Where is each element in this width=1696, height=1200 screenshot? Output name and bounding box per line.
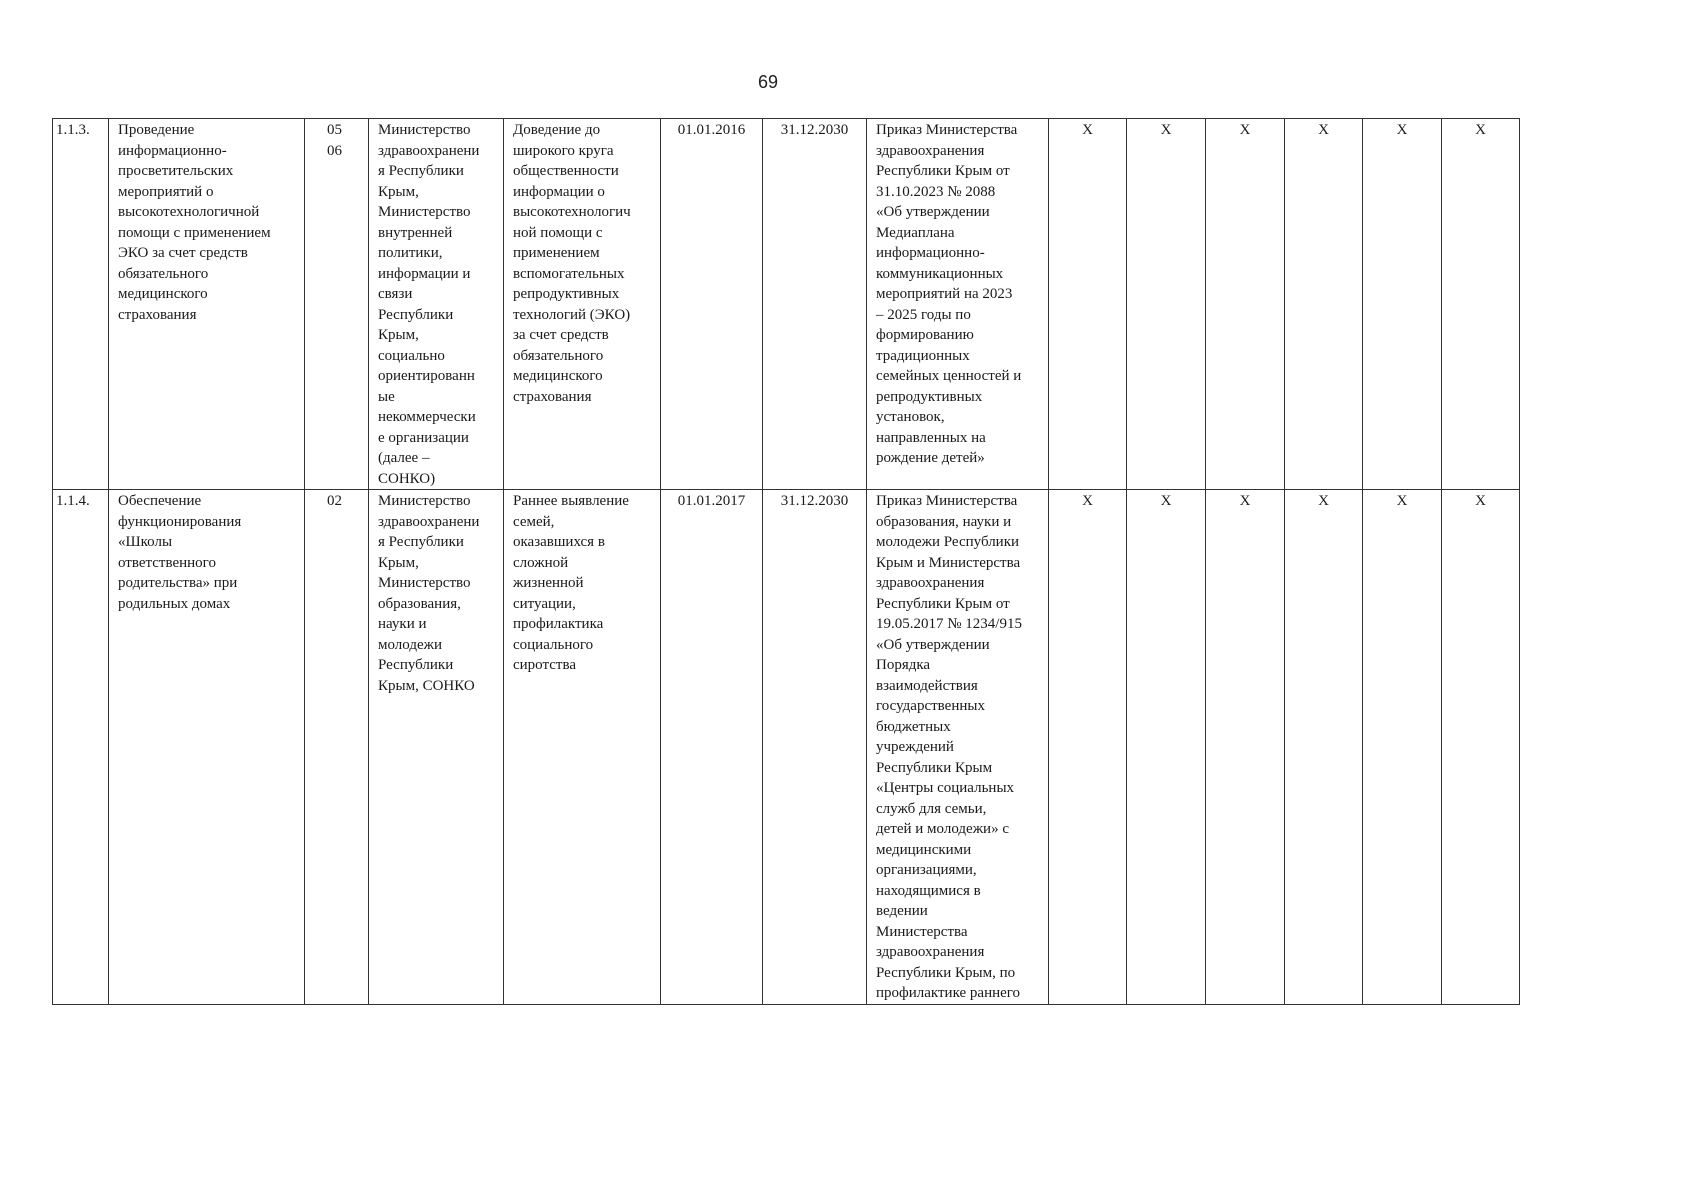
regulatory-document-line: Порядка — [876, 657, 931, 673]
responsible-executors-line: Крым, — [378, 327, 419, 343]
responsible-executors-line: здравоохранени — [378, 142, 480, 159]
activities-table — [52, 118, 1520, 1005]
regulatory-document-line: формированию — [876, 327, 974, 343]
expected-result-line: применением — [513, 245, 600, 261]
responsible-executors-line: Министерство — [378, 493, 471, 509]
event-description-line: помощи с применением — [118, 224, 271, 241]
expected-result-line: информации о — [513, 183, 605, 200]
expected-result-line: обязательного — [513, 347, 604, 364]
regulatory-document-line: молодежи Республики — [876, 534, 1020, 550]
regulatory-document-line: «Об утверждении — [876, 204, 990, 220]
regulatory-document-line: организациями, — [876, 862, 977, 878]
mark-cell: X — [1049, 119, 1127, 490]
expected-result-line: технологий (ЭКО) — [513, 306, 631, 323]
event-description-line: мероприятий о — [118, 183, 214, 200]
regulatory-document-line: ведении — [876, 903, 928, 919]
code-cell-line: 06 — [327, 142, 342, 159]
start-date: 01.01.2017 — [661, 490, 763, 1005]
event-description — [109, 119, 305, 490]
expected-result-line: сложной — [513, 554, 569, 571]
regulatory-document-line: информационно- — [876, 245, 985, 261]
responsible-executors-line: Крым, — [378, 554, 419, 571]
table-row — [53, 119, 1520, 490]
start-date: 01.01.2016 — [661, 119, 763, 490]
regulatory-document-line: Республики Крым — [876, 759, 993, 776]
expected-result-line: ситуации, — [513, 595, 576, 612]
regulatory-document-line: здравоохранения — [876, 575, 985, 591]
end-date: 31.12.2030 — [763, 119, 867, 490]
expected-result-line: Доведение до — [513, 122, 601, 138]
expected-result-line: жизненной — [513, 575, 584, 591]
regulatory-document-line: репродуктивных — [876, 388, 983, 405]
regulatory-document-line: здравоохранения — [876, 142, 985, 159]
event-description-line: Проведение — [118, 122, 195, 138]
event-description-line: «Школы — [118, 534, 173, 550]
regulatory-document — [867, 490, 1049, 1005]
regulatory-document-line: Министерства — [876, 923, 968, 940]
event-description-line: ЭКО за счет средств — [118, 245, 248, 261]
event-description-line: ответственного — [118, 554, 216, 571]
regulatory-document-line: Республики Крым от — [876, 595, 1010, 612]
responsible-executors-line: ые — [378, 388, 395, 405]
item-number: 1.1.3. — [53, 119, 109, 490]
mark-cell: X — [1442, 119, 1520, 490]
regulatory-document-line: направленных на — [876, 429, 986, 446]
responsible-executors-line: я Республики — [378, 534, 464, 550]
expected-result — [504, 490, 661, 1005]
expected-result-line: медицинского — [513, 368, 603, 384]
regulatory-document-line: государственных — [876, 698, 985, 714]
code-cell — [305, 490, 369, 1005]
regulatory-document-line: «Центры социальных — [876, 780, 1015, 796]
mark-cell: X — [1363, 490, 1442, 1005]
expected-result-line: профилактика — [513, 616, 604, 632]
responsible-executors-line: науки и — [378, 616, 427, 632]
regulatory-document-line: Приказ Министерства — [876, 122, 1018, 138]
event-description-line: высокотехнологичной — [118, 204, 260, 220]
responsible-executors-line: Республики — [378, 657, 454, 673]
expected-result-line: широкого круга — [513, 142, 614, 159]
responsible-executors-line: Министерство — [378, 575, 471, 591]
event-description-line: функционирования — [118, 513, 242, 530]
responsible-executors-line: е организации — [378, 429, 469, 446]
regulatory-document-line: рождение детей» — [876, 450, 985, 466]
code-cell-line: 05 — [327, 122, 342, 138]
regulatory-document-line: детей и молодежи» с — [876, 821, 1009, 837]
expected-result-line: вспомогательных — [513, 265, 625, 282]
event-description — [109, 490, 305, 1005]
responsible-executors-line: Крым, СОНКО — [378, 677, 475, 694]
expected-result-line: социального — [513, 636, 594, 653]
responsible-executors-line: Крым, — [378, 183, 419, 200]
event-description-line: родильных домах — [118, 595, 231, 612]
mark-cell: X — [1127, 119, 1206, 490]
responsible-executors-line: (далее – — [378, 450, 430, 466]
regulatory-document-line: установок, — [876, 409, 945, 425]
expected-result-line: за счет средств — [513, 327, 609, 343]
event-description-line: медицинского — [118, 286, 208, 302]
end-date: 31.12.2030 — [763, 490, 867, 1005]
regulatory-document-line: семейных ценностей и — [876, 368, 1022, 384]
regulatory-document-line: мероприятий на 2023 — [876, 286, 1013, 302]
responsible-executors-line: здравоохранени — [378, 513, 480, 530]
table-row — [53, 490, 1520, 1005]
responsible-executors-line: ориентированн — [378, 368, 475, 384]
expected-result-line: оказавшихся в — [513, 534, 605, 550]
responsible-executors-line: некоммерчески — [378, 409, 476, 425]
regulatory-document-line: учреждений — [876, 739, 954, 755]
regulatory-document-line: Приказ Министерства — [876, 493, 1018, 509]
responsible-executors-line: политики, — [378, 245, 443, 261]
responsible-executors — [369, 490, 504, 1005]
event-description-line: просветительских — [118, 163, 234, 179]
regulatory-document — [867, 119, 1049, 490]
regulatory-document-line: бюджетных — [876, 718, 951, 735]
mark-cell: X — [1049, 490, 1127, 1005]
regulatory-document-line: Республики Крым от — [876, 163, 1010, 179]
regulatory-document-line: профилактике раннего — [876, 985, 1021, 1001]
regulatory-document-line: коммуникационных — [876, 265, 1004, 282]
responsible-executors-line: социально — [378, 347, 445, 364]
responsible-executors-line: связи — [378, 286, 413, 302]
responsible-executors-line: Министерство — [378, 122, 471, 138]
mark-cell: X — [1206, 119, 1285, 490]
regulatory-document-line: служб для семьи, — [876, 800, 987, 817]
responsible-executors-line: информации и — [378, 265, 471, 282]
event-description-line: обязательного — [118, 265, 209, 282]
expected-result-line: семей, — [513, 513, 555, 530]
event-description-line: Обеспечение — [118, 493, 202, 509]
mark-cell: X — [1363, 119, 1442, 490]
mark-cell: X — [1127, 490, 1206, 1005]
responsible-executors-line: Министерство — [378, 204, 471, 220]
responsible-executors — [369, 119, 504, 490]
item-number: 1.1.4. — [53, 490, 109, 1005]
responsible-executors-line: внутренней — [378, 224, 453, 241]
regulatory-document-line: 31.10.2023 № 2088 — [876, 183, 996, 200]
responsible-executors-line: молодежи — [378, 636, 443, 653]
regulatory-document-line: традиционных — [876, 347, 970, 364]
table-body — [53, 119, 1520, 1005]
regulatory-document-line: находящимися в — [876, 882, 981, 899]
regulatory-document-line: здравоохранения — [876, 944, 985, 960]
responsible-executors-line: СОНКО) — [378, 470, 436, 487]
event-description-line: информационно- — [118, 142, 227, 159]
expected-result-line: страхования — [513, 388, 592, 405]
mark-cell: X — [1285, 119, 1363, 490]
responsible-executors-line: Республики — [378, 306, 454, 323]
regulatory-document-line: Республики Крым, по — [876, 964, 1016, 981]
event-description-line: родительства» при — [118, 575, 238, 591]
mark-cell: X — [1285, 490, 1363, 1005]
mark-cell: X — [1206, 490, 1285, 1005]
expected-result-line: ной помощи с — [513, 224, 603, 241]
mark-cell: X — [1442, 490, 1520, 1005]
expected-result-line: высокотехнологич — [513, 204, 631, 220]
expected-result — [504, 119, 661, 490]
regulatory-document-line: 19.05.2017 № 1234/915 — [876, 616, 1022, 632]
responsible-executors-line: я Республики — [378, 163, 464, 179]
regulatory-document-line: взаимодействия — [876, 677, 978, 694]
regulatory-document-line: Медиаплана — [876, 224, 955, 241]
expected-result-line: сиротства — [513, 657, 576, 673]
regulatory-document-line: Крым и Министерства — [876, 554, 1021, 571]
code-cell — [305, 119, 369, 490]
event-description-line: страхования — [118, 306, 197, 323]
regulatory-document-line: образования, науки и — [876, 513, 1012, 530]
expected-result-line: Раннее выявление — [513, 493, 629, 509]
expected-result-line: репродуктивных — [513, 286, 620, 302]
regulatory-document-line: – 2025 годы по — [876, 306, 971, 323]
regulatory-document-line: медицинскими — [876, 841, 972, 858]
expected-result-line: общественности — [513, 163, 619, 179]
regulatory-document-line: «Об утверждении — [876, 636, 990, 653]
page-number: 69 — [757, 72, 779, 92]
code-cell-line: 02 — [327, 493, 342, 509]
responsible-executors-line: образования, — [378, 595, 461, 612]
